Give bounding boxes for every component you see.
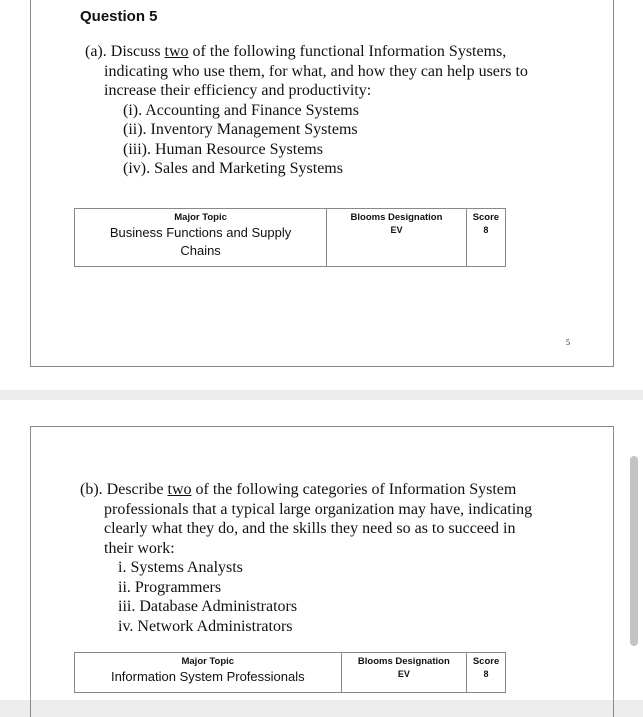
page-number: 5 (566, 338, 570, 347)
metadata-table-a (74, 208, 506, 267)
score-cell: Score 8 (467, 653, 506, 693)
list-item: iv. Network Administrators (118, 617, 293, 635)
list-item: i. Systems Analysts (118, 559, 243, 576)
list-item: (iii). Human Resource Systems (123, 140, 323, 158)
score-cell: Score 8 (466, 209, 505, 267)
vertical-scrollbar[interactable] (630, 456, 638, 646)
metadata-table-b (74, 652, 506, 693)
list-item: (i). Accounting and Finance Systems (123, 101, 359, 119)
question-a-text: (a). Discuss two of the following functional Information Systems, indicating who use them, for what, and how they can help users to increase their efficiency and productivity: (i). Accounting and Finance Systems (ii). Inventory Management Systems (iii). Human Resource Systems (iv). Sales and Marketing Systems (85, 43, 528, 177)
page-2 (0, 400, 643, 700)
list-item: (iv). Sales and Marketing Systems (123, 160, 343, 177)
list-item: ii. Programmers (118, 578, 222, 596)
blooms-designation-cell: Blooms Designation EV (341, 653, 466, 693)
blooms-designation-cell: Blooms Designation EV (327, 209, 467, 267)
list-item: iii. Database Administrators (118, 598, 298, 615)
question-title: Question 5 (80, 8, 158, 25)
question-b-text: (b). Describe two of the following categories of Information System professionals that a typical large organization may have, indicating clearly what they do, and the skills they need so as to succeed in their work: i. Systems Analysts ii. Programmers iii. Database Administrators iv. Network Administrators (80, 481, 533, 635)
major-topic-cell: Major Topic Business Functions and Supply Chains (75, 209, 327, 267)
major-topic-cell: Major Topic Information System Professionals (75, 653, 342, 693)
list-item: (ii). Inventory Management Systems (123, 121, 358, 138)
